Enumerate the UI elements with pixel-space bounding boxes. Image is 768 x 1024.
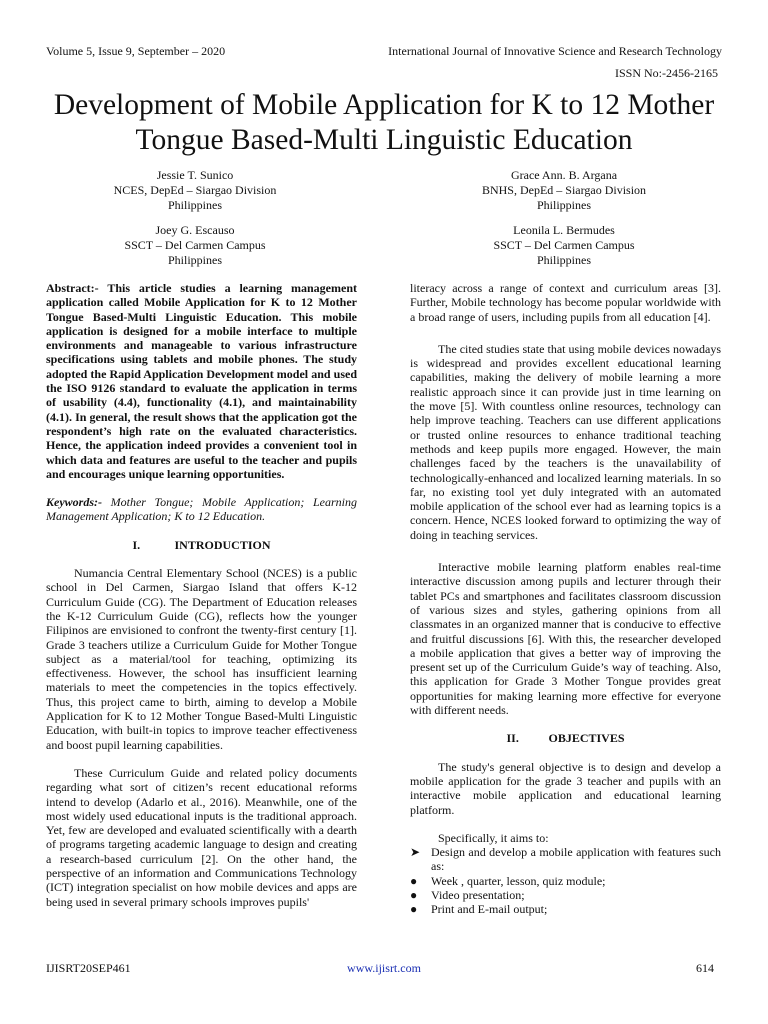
footer-website-link[interactable]: www.ijisrt.com [347, 961, 421, 975]
author-name: Jessie T. Sunico [156, 168, 234, 182]
footer-page-number: 614 [696, 961, 714, 975]
intro-paragraph-2: These Curriculum Guide and related policy documents regarding what sort of citizen’s recent educational reforms intend to develop (Adarlo et al., 2016). Meanwhile, one of the most widely used educational inputs is the traditional approach. Yet, few are developed and evaluated scientifically with a dearth of programs targeting academic language to design and creating a research-based curriculum [2]. On the other hand, the perspective of an information and Communications Technology (ICT) integration specialist on how mobile devices and apps are being used in several primary schools improves pupils' [46, 765, 357, 909]
keywords [46, 495, 357, 524]
list-item-text: Print and E-mail output; [431, 902, 548, 917]
dot-bullet-icon: ● [410, 902, 418, 917]
section-heading-objectives [410, 731, 721, 745]
list-item [410, 874, 721, 888]
author-name: Joey G. Escauso [155, 223, 235, 237]
list-item-text: Video presentation; [431, 887, 525, 902]
list-item-text: Week , quarter, lesson, quiz module; [431, 873, 606, 888]
author-country: Philippines [167, 253, 222, 267]
abstract-text: This article studies a learning management application called Mobile Application for K to 12 Mother Tongue Based-Multi Linguistic Education. This mobile application is designed for a mobile interface to multiple environments and manageable to various infrastructure specifications using tablets and mobile phones. The study adopted the Rapid Application Development model and used the ISO 9126 standard to evaluate the application in terms of usability (4.4), functionality (4.1), and maintainability (4.1). In general, the result shows that the application got the respondent’s high rate on the evaluated characteristics. Hence, the application indeed provides a convenient tool in which data and features are useful to the teacher and pupils and encourages unique learning opportunities. [46, 281, 357, 481]
arrow-bullet-icon: ➤ [410, 845, 421, 860]
author-block-1 [45, 168, 345, 213]
section-title: INTRODUCTION [174, 537, 271, 552]
list-item [410, 888, 721, 902]
author-affiliation: BNHS, DepEd – Siargao Division [481, 183, 647, 197]
author-country: Philippines [536, 198, 591, 212]
body-paragraph-mobile-devices: The cited studies state that using mobile devices nowadays is widespread and provides excellent educational learning capabilities, making the delivery of mobile learning a more realistic approach since it can provide just in time learning on the move [5]. With countless online resources, technology can help improve teaching. Teachers can use different applications or trusted online resources to enhance traditional teaching methods and keep pupils more engaged. However, the main challenges faced by the teachers is the unavailability of technologically-enhanced and localized learning materials. In so far, no existing tool yet duly integrated with an automated mobile application of the school ever had as learning topics is a concern. Hence, NCES looked forward to optimizing the way of doing in teaching services. [410, 341, 721, 542]
author-country: Philippines [536, 253, 591, 267]
author-name: Leonila L. Bermudes [513, 223, 615, 237]
abstract [46, 281, 357, 481]
list-item [410, 902, 721, 916]
abstract-label: Abstract:- [46, 281, 99, 295]
paper-title: Development of Mobile Application for K to 12 Mother Tongue Based-Multi Linguistic Education [53, 89, 715, 156]
section-number: II. [506, 731, 519, 746]
running-header-issn: ISSN No:-2456-2165 [614, 66, 718, 80]
section-number: I. [132, 537, 141, 552]
author-country: Philippines [167, 198, 222, 212]
left-column [46, 281, 357, 909]
objectives-paragraph-1: The study's general objective is to design and develop a mobile application for the grade 3 teacher and pupils with an interactive mobile application and educational learning platform. [410, 759, 721, 817]
dot-bullet-icon: ● [410, 887, 418, 902]
dot-bullet-icon: ● [410, 873, 418, 888]
running-header-journal: International Journal of Innovative Science and Research Technology [388, 44, 722, 58]
body-paragraph-interactive-platform: Interactive mobile learning platform enables real-time interactive discussion among pupils and lecturer through their tablet PCs and smartphones and facilitates classroom discussion of various sizes and styles, gathering opinions from all classmates in an organized manner that is conducive to effective and fruitful discussions [6]. With this, the researcher developed a mobile application that gives a better way of improving the present set up of the Curriculum Guide’s way of teaching. Also, this application for Grade 3 Mother Tongue provides great opportunities for making learning more effective for everyone with different needs. [410, 560, 721, 718]
author-affiliation: SSCT – Del Carmen Campus [493, 238, 635, 252]
running-header-volume: Volume 5, Issue 9, September – 2020 [46, 44, 226, 58]
body-paragraph-literacy: literacy across a range of context and curriculum areas [3]. Further, Mobile technology has become popular worldwide with a broad range of users, including pupils from all education [4]. [410, 281, 721, 324]
right-column [410, 281, 721, 917]
list-item [410, 845, 721, 874]
intro-paragraph-1: Numancia Central Elementary School (NCES) is a public school in Del Carmen, Siargao Island that offers K-12 Curriculum Guide (CG). The Department of Education releases the K-12 Curriculum Guide (CG), reflects how the younger Filipinos are envisioned to confront the twenty-first century [1]. Grade 3 teachers utilize a Curriculum Guide for Mother Tongue subject as a material/tool for teaching, optimizing its effectiveness. However, the school has insufficient learning materials to meet the competencies in the topics effectively. Thus, this project came to birth, aiming to develop a Mobile Application for K to 12 Mother Tongue Based-Multi Linguistic Education, with built-in topics to improve teacher effectiveness and boost pupil learning capabilities. [46, 566, 357, 752]
section-heading-introduction [46, 538, 357, 552]
keywords-text: Mother Tongue; Mobile Application; Learning Management Application; K to 12 Education. [46, 495, 357, 524]
author-block-3 [45, 223, 345, 268]
author-name: Grace Ann. B. Argana [510, 168, 618, 182]
footer-paper-id: IJISRT20SEP461 [46, 961, 131, 975]
keywords-label: Keywords:- [46, 495, 102, 510]
objectives-paragraph-2: Specifically, it aims to: [438, 830, 549, 845]
author-affiliation: NCES, DepEd – Siargao Division [113, 183, 277, 197]
list-item-text: Design and develop a mobile application with features such as: [431, 845, 721, 874]
author-block-4 [414, 223, 714, 268]
objectives-list [410, 845, 721, 916]
author-affiliation: SSCT – Del Carmen Campus [124, 238, 266, 252]
author-block-2 [414, 168, 714, 213]
section-title: OBJECTIVES [548, 731, 625, 746]
